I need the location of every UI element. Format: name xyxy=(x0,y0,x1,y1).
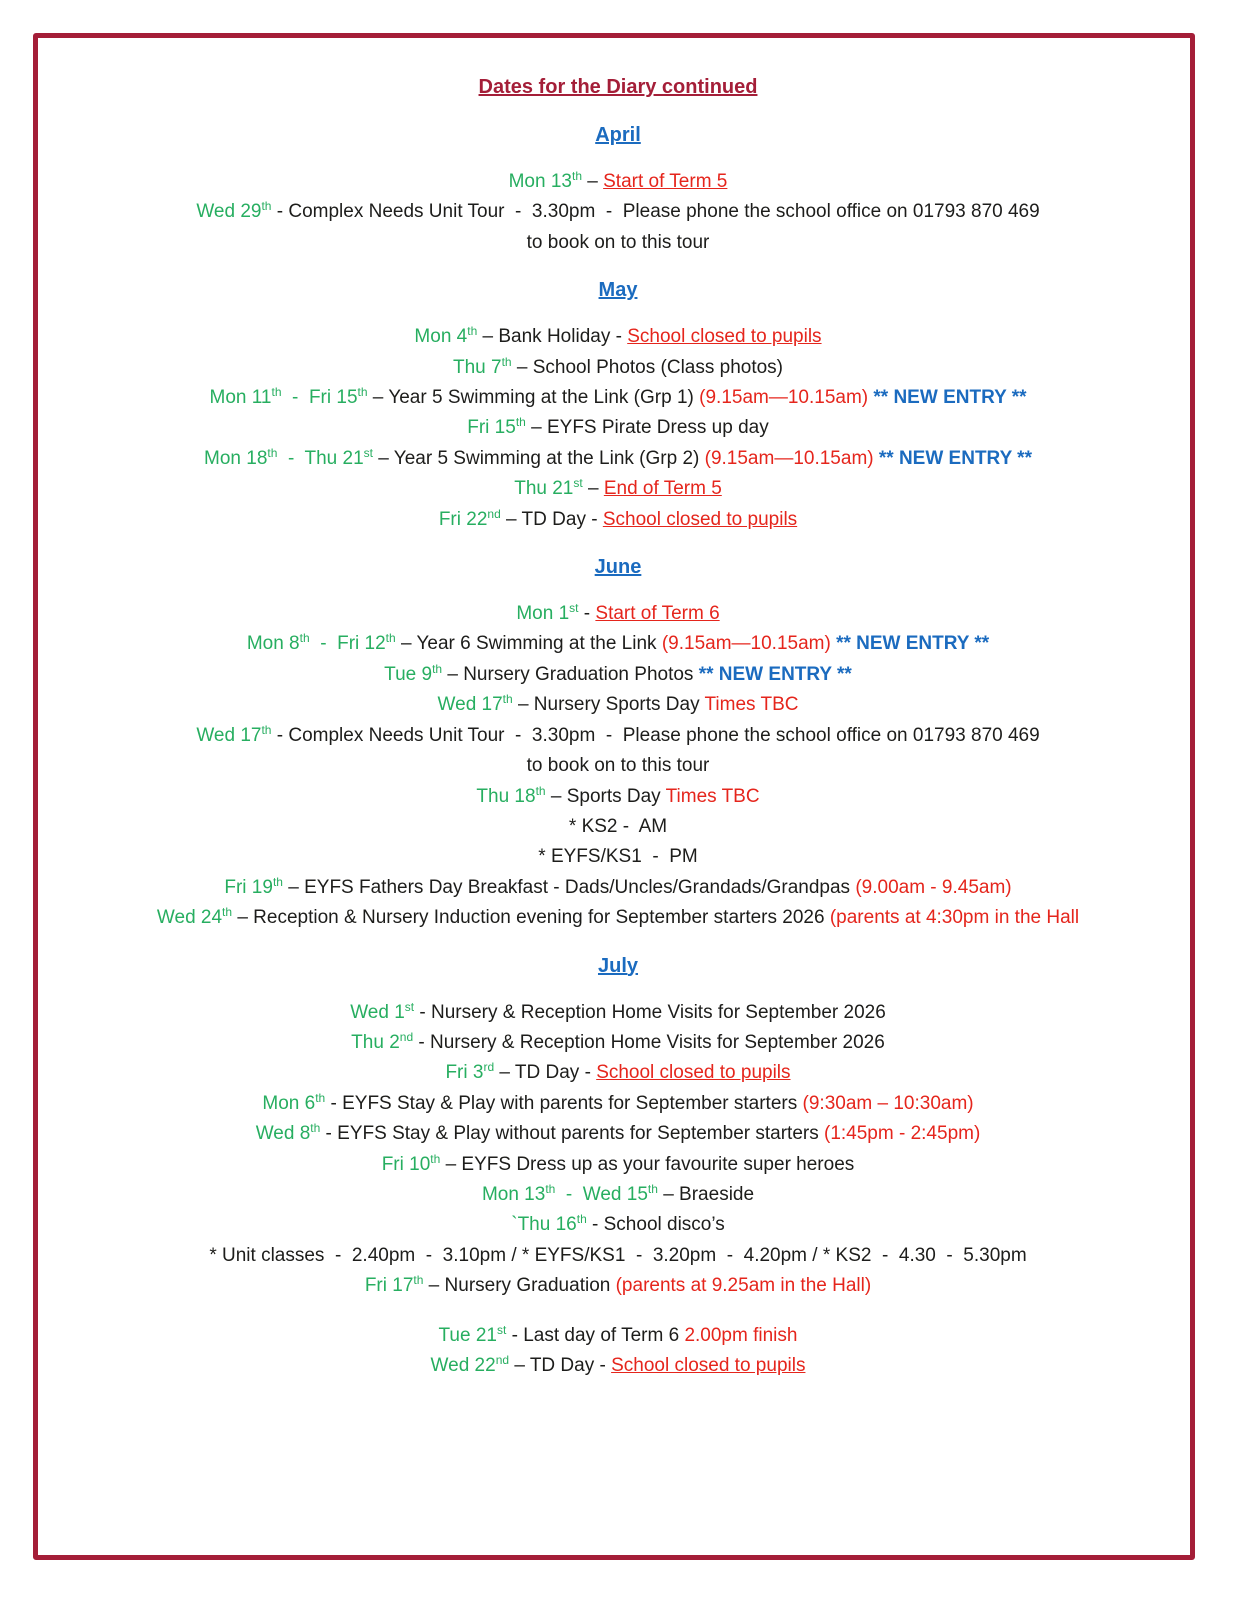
event-line xyxy=(70,505,1166,535)
month-heading-july: July xyxy=(597,954,639,977)
event-segment: Mon 4 xyxy=(414,326,468,348)
event-segment: ** NEW ENTRY ** xyxy=(836,633,990,655)
event-segment: (9.15am—10.15am) xyxy=(704,447,874,469)
event-segment: Wed 22 xyxy=(430,1355,496,1376)
event-segment: - Complex Needs Unit Tour - 3.30pm - Please phone the school office on 01793 870 469 xyxy=(271,724,1040,746)
event-segment: (parents at 4:30pm in the Hall xyxy=(829,907,1080,929)
event-segment: End of Term 5 xyxy=(603,478,722,500)
event-segment: th xyxy=(502,692,513,707)
event-line xyxy=(70,690,1166,720)
event-segment: (1:45pm - 2:45pm) xyxy=(824,1123,981,1145)
event-segment: Start of Term 5 xyxy=(603,171,728,192)
event-segment: – EYFS Fathers Day Breakfast - Dads/Uncles/Grandads/Grandpas xyxy=(282,876,856,898)
event-segment: * Unit classes - 2.40pm - 3.10pm / * EYFS/KS1 - 3.20pm - 4.20pm / * KS2 - 4.30 - 5.30pm xyxy=(209,1244,1027,1266)
event-segment: th xyxy=(467,324,478,339)
doc-title: Dates for the Diary continued xyxy=(478,76,758,98)
event-segment: – Nursery Graduation Photos xyxy=(442,663,699,685)
event-line xyxy=(70,228,1166,258)
event-segment: th xyxy=(271,385,282,400)
event-line xyxy=(70,1089,1166,1119)
event-segment: th xyxy=(357,385,368,400)
event-segment: Fri 3 xyxy=(445,1062,484,1084)
event-segment: th xyxy=(535,783,546,798)
event-line xyxy=(70,1058,1166,1088)
event-segment: Mon 6 xyxy=(262,1092,316,1114)
event-segment: Wed 17 xyxy=(437,694,503,716)
event-line xyxy=(70,842,1166,872)
event-segment: Fri 17 xyxy=(364,1275,414,1297)
sections-container xyxy=(70,120,1166,1381)
event-line xyxy=(70,474,1166,504)
event-line xyxy=(70,1028,1166,1058)
event-line xyxy=(70,383,1166,413)
event-segment: ** NEW ENTRY ** xyxy=(873,387,1027,409)
event-segment: Fri 19 xyxy=(224,876,273,898)
event-segment: th xyxy=(310,1121,321,1136)
event-segment: - School disco’s xyxy=(586,1214,725,1236)
event-segment: – Braeside xyxy=(657,1183,755,1205)
event-segment: Fri 10 xyxy=(381,1153,431,1175)
event-segment: nd xyxy=(487,506,501,521)
event-segment: - Nursery & Reception Home Visits for September 2026 xyxy=(414,1001,886,1023)
event-segment: th xyxy=(515,415,526,430)
event-line xyxy=(70,1210,1166,1240)
event-segment: (9.00am - 9.45am) xyxy=(855,876,1012,898)
event-segment: Mon 18 xyxy=(204,447,268,469)
event-line xyxy=(70,1321,1166,1351)
event-segment: Fri 15 xyxy=(467,417,516,439)
event-segment: nd xyxy=(399,1029,414,1044)
event-segment: to book on to this tour xyxy=(526,231,710,253)
event-segment: Thu 7 xyxy=(452,356,502,378)
event-segment: * KS2 - AM xyxy=(568,815,668,837)
event-line xyxy=(70,167,1166,197)
event-line xyxy=(70,782,1166,812)
document xyxy=(70,72,1166,1381)
event-line xyxy=(70,629,1166,659)
event-line xyxy=(70,1180,1166,1210)
event-line xyxy=(70,660,1166,690)
event-segment: th xyxy=(261,722,272,737)
event-segment: nd xyxy=(495,1353,510,1367)
event-segment: – Nursery Sports Day xyxy=(512,694,705,716)
event-segment: - Thu 21 xyxy=(277,447,364,469)
event-segment: School closed to pupils xyxy=(596,1062,791,1084)
event-segment: – xyxy=(582,478,604,500)
event-segment: th xyxy=(430,1151,441,1166)
event-line xyxy=(70,353,1166,383)
event-segment: (parents at 9.25am in the Hall) xyxy=(615,1275,872,1297)
event-segment: Wed 8 xyxy=(255,1123,311,1145)
event-segment: th xyxy=(299,631,310,646)
event-segment: (9.15am—10.15am) xyxy=(661,633,831,655)
event-segment: Mon 13 xyxy=(481,1183,546,1205)
event-segment: (9:30am – 10:30am) xyxy=(802,1092,974,1114)
spacer-line xyxy=(70,1302,1166,1321)
event-line xyxy=(70,812,1166,842)
event-segment: – Bank Holiday - xyxy=(477,326,628,348)
event-segment: Start of Term 6 xyxy=(595,603,720,625)
event-segment: – Year 5 Swimming at the Link (Grp 2) xyxy=(373,447,705,469)
event-line xyxy=(70,998,1166,1028)
event-segment: `Thu 16 xyxy=(511,1214,577,1236)
event-segment: Wed 24 xyxy=(156,907,223,929)
event-line xyxy=(70,413,1166,443)
event-segment: - EYFS Stay & Play with parents for September starters xyxy=(325,1092,803,1114)
event-segment: - Last day of Term 6 xyxy=(506,1324,685,1346)
month-heading-may: May xyxy=(598,279,638,302)
event-segment: th xyxy=(576,1212,587,1227)
event-line xyxy=(70,322,1166,352)
event-segment: Times TBC xyxy=(665,785,760,807)
event-segment: st xyxy=(404,999,415,1014)
event-segment: th xyxy=(413,1273,424,1288)
event-segment: ** NEW ENTRY ** xyxy=(878,447,1032,469)
event-segment: – Year 6 Swimming at the Link xyxy=(395,633,662,655)
event-segment: st xyxy=(573,476,583,491)
event-segment: Times TBC xyxy=(704,694,799,716)
event-segment: th xyxy=(267,445,278,460)
event-segment: Mon 8 xyxy=(246,633,300,655)
event-segment: Wed 1 xyxy=(350,1001,405,1023)
event-line xyxy=(70,1241,1166,1271)
event-segment: Mon 11 xyxy=(209,387,272,409)
event-segment: th xyxy=(501,354,512,369)
event-line xyxy=(70,873,1166,903)
event-segment: rd xyxy=(483,1060,495,1075)
event-segment: Wed 29 xyxy=(196,201,262,223)
event-line xyxy=(70,1351,1166,1381)
event-segment: – Nursery Graduation xyxy=(423,1275,616,1297)
event-line xyxy=(70,1271,1166,1301)
event-segment: th xyxy=(272,874,283,889)
event-segment: th xyxy=(222,905,233,920)
event-segment: – EYFS Pirate Dress up day xyxy=(525,417,769,439)
event-segment: 2.00pm finish xyxy=(684,1324,798,1346)
event-segment: * EYFS/KS1 - PM xyxy=(538,846,698,868)
event-segment: st xyxy=(569,601,579,616)
event-segment: Wed 17 xyxy=(196,724,262,746)
event-segment: – TD Day - xyxy=(494,1062,597,1084)
event-line xyxy=(70,751,1166,781)
event-segment: th xyxy=(545,1181,556,1196)
event-segment: st xyxy=(363,445,374,460)
event-segment: th xyxy=(385,631,396,646)
month-heading-april: April xyxy=(595,124,641,146)
event-line xyxy=(70,1119,1166,1149)
event-segment: to book on to this tour xyxy=(526,755,710,777)
event-segment: Mon 1 xyxy=(516,603,570,625)
event-line xyxy=(70,903,1166,933)
event-segment: th xyxy=(571,169,582,183)
event-line xyxy=(70,599,1166,629)
event-segment: - Complex Needs Unit Tour - 3.30pm - Please phone the school office on 01793 870 469 xyxy=(271,201,1040,223)
event-segment: - xyxy=(578,603,596,625)
event-segment: - Nursery & Reception Home Visits for September 2026 xyxy=(413,1031,885,1053)
event-segment: th xyxy=(261,199,272,214)
event-segment: Tue 21 xyxy=(438,1324,497,1346)
event-segment: – Reception & Nursery Induction evening for September starters 2026 xyxy=(232,907,830,929)
event-segment: Tue 9 xyxy=(384,663,433,685)
event-segment: - Wed 15 xyxy=(555,1183,648,1205)
event-segment: - EYFS Stay & Play without parents for September starters xyxy=(320,1123,824,1145)
event-line xyxy=(70,444,1166,474)
event-line xyxy=(70,197,1166,227)
month-heading-june: June xyxy=(594,556,642,579)
event-segment: Thu 18 xyxy=(476,785,536,807)
event-segment: – Sports Day xyxy=(545,785,666,807)
event-segment: th xyxy=(647,1181,658,1196)
event-line xyxy=(70,1150,1166,1180)
event-segment: School closed to pupils xyxy=(627,326,822,348)
event-segment: School closed to pupils xyxy=(602,508,798,530)
event-line xyxy=(70,721,1166,751)
event-segment: Thu 2 xyxy=(351,1031,400,1053)
event-segment: School closed to pupils xyxy=(611,1355,806,1376)
event-segment: ** NEW ENTRY ** xyxy=(698,663,852,685)
event-segment: - Fri 12 xyxy=(309,633,386,655)
event-segment: (9.15am—10.15am) xyxy=(699,387,869,409)
event-segment: – Year 5 Swimming at the Link (Grp 1) xyxy=(367,387,700,409)
event-segment: – TD Day - xyxy=(500,508,603,530)
event-segment: – xyxy=(582,171,604,192)
event-segment: th xyxy=(432,661,443,676)
event-segment: – School Photos (Class photos) xyxy=(511,356,784,378)
event-segment: st xyxy=(496,1322,507,1337)
event-segment: Mon 13 xyxy=(508,171,572,192)
event-segment: th xyxy=(315,1090,326,1105)
event-segment: Thu 21 xyxy=(514,478,574,500)
event-segment: – TD Day - xyxy=(509,1355,612,1376)
event-segment: – EYFS Dress up as your favourite super heroes xyxy=(440,1153,855,1175)
event-segment: Fri 22 xyxy=(438,508,488,530)
event-segment: - Fri 15 xyxy=(281,387,358,409)
